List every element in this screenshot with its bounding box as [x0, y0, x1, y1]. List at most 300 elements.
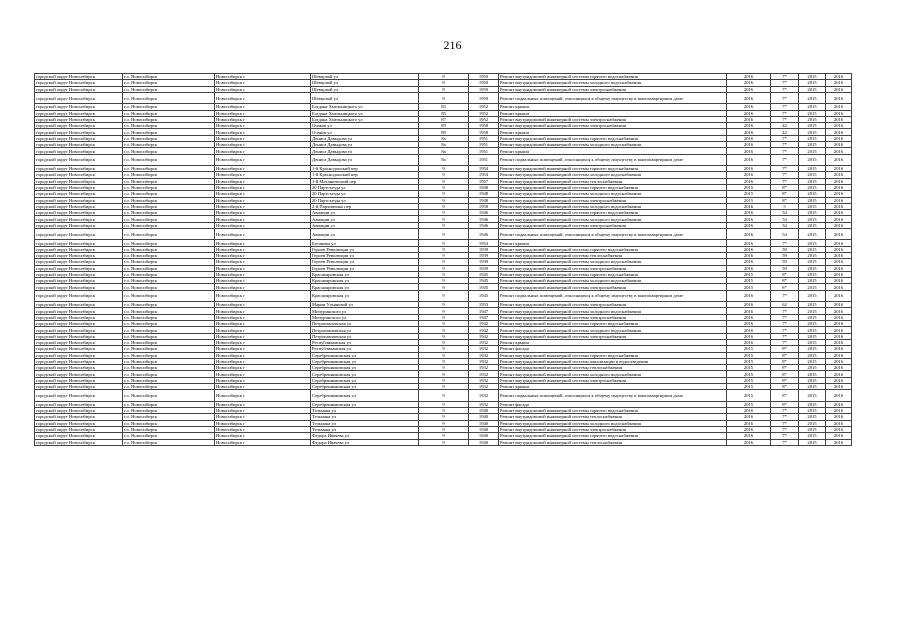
cell-municipality: городской округ Новосибирск: [35, 377, 123, 383]
cell-work-type: Ремонт внутридомовой инженерной системы электроснабжения: [499, 284, 727, 290]
cell-house: 9: [419, 216, 469, 222]
cell-work-type: Ремонт внутридомовой инженерной системы холодного водоснабжения: [499, 203, 727, 209]
cell-work-type: Ремонт внутридомовой инженерной системы электроснабжения: [499, 314, 727, 320]
cell-year-built: 1932: [469, 371, 499, 377]
cell-ref: 8*: [771, 377, 799, 383]
cell-city: Новосибирск г: [215, 222, 311, 228]
cell-settlement: г.о. Новосибирск: [123, 365, 215, 371]
cell-ref: 8*: [771, 197, 799, 203]
cell-plan-year: 2016: [727, 253, 771, 259]
cell-work-type: Ремонт внутридомовой инженерной системы теплоснабжения: [499, 439, 727, 445]
cell-municipality: городской округ Новосибирск: [35, 352, 123, 358]
cell-city: Новосибирск г: [215, 191, 311, 197]
cell-ref: 7*: [771, 240, 799, 246]
cell-start-year: 2015: [799, 191, 826, 197]
cell-plan-year: 2016: [727, 86, 771, 92]
cell-start-year: 2015: [799, 302, 826, 308]
cell-end-year: 2016: [826, 116, 852, 122]
cell-settlement: г.о. Новосибирск: [123, 135, 215, 141]
table-body: [35, 74, 852, 446]
cell-plan-year: 2016: [727, 129, 771, 135]
cell-year-built: 1950: [469, 86, 499, 92]
cell-work-type: Ремонт внутридомовой инженерной системы электроснабжения: [499, 222, 727, 228]
cell-city: Новосибирск г: [215, 401, 311, 407]
cell-street: Республиканская ул: [311, 346, 419, 352]
cell-end-year: 2016: [826, 271, 852, 277]
cell-municipality: городской округ Новосибирск: [35, 333, 123, 339]
cell-street: Мичуринского ул: [311, 314, 419, 320]
cell-ref: 8*: [771, 184, 799, 190]
cell-end-year: 2016: [826, 210, 852, 216]
cell-work-type: Ремонт внутридомовой инженерной системы электроснабжения: [499, 116, 727, 122]
cell-city: Новосибирск г: [215, 116, 311, 122]
cell-street: Краснояровская ул: [311, 284, 419, 290]
cell-municipality: городской округ Новосибирск: [35, 142, 123, 148]
cell-work-type: Ремонт фасада: [499, 401, 727, 407]
cell-end-year: 2016: [826, 371, 852, 377]
cell-year-built: 1932: [469, 339, 499, 345]
cell-ref: 42: [771, 123, 799, 129]
cell-end-year: 2016: [826, 222, 852, 228]
cell-end-year: 2016: [826, 148, 852, 154]
cell-street: Очаков ул: [311, 129, 419, 135]
cell-house: 9: [419, 308, 469, 314]
cell-settlement: г.о. Новосибирск: [123, 222, 215, 228]
cell-municipality: городской округ Новосибирск: [35, 123, 123, 129]
cell-municipality: городской округ Новосибирск: [35, 308, 123, 314]
cell-end-year: 2016: [826, 384, 852, 390]
cell-plan-year: 2016: [727, 302, 771, 308]
cell-settlement: г.о. Новосибирск: [123, 271, 215, 277]
cell-end-year: 2016: [826, 110, 852, 116]
cell-end-year: 2016: [826, 197, 852, 203]
cell-settlement: г.о. Новосибирск: [123, 408, 215, 414]
cell-work-type: Ремонт внутридомовой инженерной системы теплоснабжения: [499, 253, 727, 259]
cell-plan-year: 2016: [727, 290, 771, 301]
cell-start-year: 2015: [799, 142, 826, 148]
cell-city: Новосибирск г: [215, 210, 311, 216]
cell-work-type: Ремонт внутридомовой инженерной системы теплоснабжения: [499, 365, 727, 371]
cell-house: 8: [419, 74, 469, 80]
cell-street: Тельмана ул: [311, 408, 419, 414]
cell-end-year: 2016: [826, 321, 852, 327]
table-row: [35, 290, 852, 301]
cell-house: 9: [419, 191, 469, 197]
cell-work-type: Ремонт внутридомовой инженерной системы электроснабжения: [499, 123, 727, 129]
cell-year-built: 1940: [469, 426, 499, 432]
cell-ref: 7*: [771, 110, 799, 116]
cell-year-built: 1939: [469, 246, 499, 252]
cell-municipality: городской округ Новосибирск: [35, 129, 123, 135]
cell-municipality: городской округ Новосибирск: [35, 365, 123, 371]
cell-city: Новосибирск г: [215, 433, 311, 439]
cell-end-year: 2016: [826, 191, 852, 197]
cell-city: Новосибирск г: [215, 86, 311, 92]
cell-house: 9: [419, 246, 469, 252]
cell-house: 9: [419, 290, 469, 301]
cell-city: Новосибирск г: [215, 265, 311, 271]
cell-street: Авиации ул: [311, 222, 419, 228]
cell-year-built: 1958: [469, 203, 499, 209]
cell-city: Новосибирск г: [215, 271, 311, 277]
cell-settlement: г.о. Новосибирск: [123, 178, 215, 184]
cell-year-built: 1950: [469, 92, 499, 103]
cell-street: Авиации ул: [311, 216, 419, 222]
cell-start-year: 2015: [799, 86, 826, 92]
cell-house: 89: [419, 129, 469, 135]
cell-city: Новосибирск г: [215, 92, 311, 103]
cell-city: Новосибирск г: [215, 333, 311, 339]
cell-municipality: городской округ Новосибирск: [35, 191, 123, 197]
cell-city: Новосибирск г: [215, 246, 311, 252]
cell-city: Новосибирск г: [215, 80, 311, 86]
cell-ref: 7*: [771, 92, 799, 103]
cell-ref: 8*: [771, 191, 799, 197]
cell-house: 9: [419, 240, 469, 246]
cell-municipality: городской округ Новосибирск: [35, 203, 123, 209]
cell-work-type: Ремонт внутридомовой инженерной системы холодного водоснабжения: [499, 259, 727, 265]
cell-plan-year: 2016: [727, 433, 771, 439]
cell-work-type: Ремонт внутридомовой инженерной системы горячего водоснабжения: [499, 352, 727, 358]
cell-city: Новосибирск г: [215, 154, 311, 165]
cell-end-year: 2016: [826, 377, 852, 383]
cell-end-year: 2016: [826, 135, 852, 141]
cell-ref: 7*: [771, 142, 799, 148]
cell-ref: 8*: [771, 358, 799, 364]
cell-start-year: 2015: [799, 290, 826, 301]
cell-work-type: Ремонт внутридомовой инженерной системы горячего водоснабжения: [499, 210, 727, 216]
cell-plan-year: 2016: [727, 222, 771, 228]
cell-house: 9: [419, 210, 469, 216]
cell-year-built: 1945: [469, 271, 499, 277]
cell-street: Тельмана ул: [311, 426, 419, 432]
cell-plan-year: 2016: [727, 148, 771, 154]
cell-street: 2-й Пархоменко пер: [311, 203, 419, 209]
cell-year-built: 1932: [469, 384, 499, 390]
cell-end-year: 2016: [826, 327, 852, 333]
cell-year-built: 1954: [469, 172, 499, 178]
cell-ref: 7*: [771, 308, 799, 314]
cell-start-year: 2015: [799, 377, 826, 383]
cell-start-year: 2015: [799, 92, 826, 103]
cell-city: Новосибирск г: [215, 259, 311, 265]
cell-settlement: г.о. Новосибирск: [123, 358, 215, 364]
cell-start-year: 2015: [799, 110, 826, 116]
cell-start-year: 2015: [799, 74, 826, 80]
cell-city: Новосибирск г: [215, 166, 311, 172]
cell-house: 9: [419, 408, 469, 414]
cell-settlement: г.о. Новосибирск: [123, 74, 215, 80]
cell-house: 9: [419, 197, 469, 203]
cell-year-built: 1939: [469, 253, 499, 259]
cell-municipality: городской округ Новосибирск: [35, 210, 123, 216]
cell-ref: 59: [771, 246, 799, 252]
cell-plan-year: 2015: [727, 390, 771, 401]
cell-settlement: г.о. Новосибирск: [123, 302, 215, 308]
cell-plan-year: 2016: [727, 110, 771, 116]
cell-plan-year: 2015: [727, 358, 771, 364]
cell-start-year: 2015: [799, 314, 826, 320]
cell-year-built: 1946: [469, 222, 499, 228]
cell-municipality: городской округ Новосибирск: [35, 222, 123, 228]
cell-year-built: 1932: [469, 401, 499, 407]
cell-ref: 7*: [771, 333, 799, 339]
cell-settlement: г.о. Новосибирск: [123, 86, 215, 92]
cell-city: Новосибирск г: [215, 148, 311, 154]
cell-start-year: 2015: [799, 278, 826, 284]
cell-ref: 7*: [771, 426, 799, 432]
cell-municipality: городской округ Новосибирск: [35, 240, 123, 246]
cell-municipality: городской округ Новосибирск: [35, 80, 123, 86]
cell-street: Серебренниковская ул: [311, 384, 419, 390]
cell-work-type: Ремонт внутридомовой инженерной системы холодного водоснабжения: [499, 327, 727, 333]
cell-municipality: городской округ Новосибирск: [35, 420, 123, 426]
cell-plan-year: 2015: [727, 184, 771, 190]
cell-plan-year: 2016: [727, 203, 771, 209]
cell-street: Авиации ул: [311, 229, 419, 240]
cell-house: 87: [419, 116, 469, 122]
cell-year-built: 1954: [469, 240, 499, 246]
cell-house: 89: [419, 123, 469, 129]
repair-program-table: [34, 73, 852, 446]
cell-ref: 7*: [771, 414, 799, 420]
cell-ref: 8*: [771, 271, 799, 277]
cell-end-year: 2016: [826, 203, 852, 209]
cell-start-year: 2015: [799, 135, 826, 141]
cell-street: 1-й Краснодонский пер: [311, 166, 419, 172]
cell-work-type: Ремонт фасада: [499, 346, 727, 352]
cell-work-type: Ремонт внутридомовой инженерной системы холодного водоснабжения: [499, 308, 727, 314]
cell-ref: 8*: [771, 371, 799, 377]
cell-house: 9: [419, 414, 469, 420]
cell-city: Новосибирск г: [215, 203, 311, 209]
cell-work-type: Ремонт подвальных помещений, относящихся к общему имуществу в многоквартирном доме: [499, 154, 727, 165]
cell-city: Новосибирск г: [215, 339, 311, 345]
cell-municipality: городской округ Новосибирск: [35, 358, 123, 364]
cell-settlement: г.о. Новосибирск: [123, 148, 215, 154]
cell-municipality: городской округ Новосибирск: [35, 284, 123, 290]
cell-house: 9: [419, 384, 469, 390]
cell-settlement: г.о. Новосибирск: [123, 154, 215, 165]
cell-start-year: 2015: [799, 408, 826, 414]
cell-plan-year: 2015: [727, 384, 771, 390]
cell-start-year: 2015: [799, 327, 826, 333]
cell-year-built: 1940: [469, 439, 499, 445]
cell-end-year: 2016: [826, 259, 852, 265]
cell-street: 20 Партсъезда ул: [311, 197, 419, 203]
cell-street: Федора Ивачева ул: [311, 439, 419, 445]
cell-start-year: 2015: [799, 154, 826, 165]
cell-house: 9: [419, 365, 469, 371]
cell-city: Новосибирск г: [215, 414, 311, 420]
cell-house: 9: [419, 327, 469, 333]
cell-end-year: 2016: [826, 240, 852, 246]
cell-start-year: 2015: [799, 390, 826, 401]
cell-settlement: г.о. Новосибирск: [123, 92, 215, 103]
cell-work-type: Ремонт внутридомовой инженерной системы электроснабжения: [499, 333, 727, 339]
cell-settlement: г.о. Новосибирск: [123, 433, 215, 439]
cell-city: Новосибирск г: [215, 284, 311, 290]
cell-end-year: 2016: [826, 302, 852, 308]
cell-plan-year: 2016: [727, 339, 771, 345]
cell-ref: 8*: [771, 278, 799, 284]
cell-settlement: г.о. Новосибирск: [123, 259, 215, 265]
cell-settlement: г.о. Новосибирск: [123, 339, 215, 345]
cell-plan-year: 2016: [727, 135, 771, 141]
cell-plan-year: 2016: [727, 333, 771, 339]
cell-ref: 7*: [771, 135, 799, 141]
cell-municipality: городской округ Новосибирск: [35, 346, 123, 352]
cell-settlement: г.о. Новосибирск: [123, 308, 215, 314]
cell-municipality: городской округ Новосибирск: [35, 110, 123, 116]
cell-end-year: 2016: [826, 290, 852, 301]
cell-plan-year: 2016: [727, 172, 771, 178]
cell-work-type: Ремонт внутридомовой инженерной системы теплоснабжения: [499, 178, 727, 184]
cell-municipality: городской округ Новосибирск: [35, 135, 123, 141]
cell-street: Федора Ивачева ул: [311, 433, 419, 439]
cell-start-year: 2015: [799, 321, 826, 327]
cell-house: 9: [419, 172, 469, 178]
cell-street: Серебренниковская ул: [311, 390, 419, 401]
cell-house: 8: [419, 92, 469, 103]
cell-plan-year: 2016: [727, 154, 771, 165]
cell-end-year: 2016: [826, 346, 852, 352]
cell-ref: 7*: [771, 314, 799, 320]
cell-year-built: 1948: [469, 191, 499, 197]
cell-street: Петропавловская ул: [311, 327, 419, 333]
cell-house: 9: [419, 203, 469, 209]
cell-plan-year: 2016: [727, 327, 771, 333]
cell-house: 9: [419, 420, 469, 426]
cell-city: Новосибирск г: [215, 408, 311, 414]
cell-city: Новосибирск г: [215, 439, 311, 445]
cell-end-year: 2016: [826, 123, 852, 129]
cell-municipality: городской округ Новосибирск: [35, 253, 123, 259]
cell-work-type: Ремонт подвальных помещений, относящихся к общему имуществу в многоквартирном доме: [499, 290, 727, 301]
cell-street: Серебренниковская ул: [311, 377, 419, 383]
cell-start-year: 2015: [799, 346, 826, 352]
cell-ref: 7*: [771, 154, 799, 165]
cell-plan-year: 2016: [727, 420, 771, 426]
cell-ref: 7*: [771, 327, 799, 333]
cell-ref: 7*: [771, 321, 799, 327]
cell-plan-year: 2015: [727, 346, 771, 352]
cell-start-year: 2015: [799, 426, 826, 432]
cell-plan-year: 2016: [727, 80, 771, 86]
cell-street: Республиканская ул: [311, 339, 419, 345]
cell-work-type: Ремонт внутридомовой инженерной системы электроснабжения: [499, 86, 727, 92]
cell-start-year: 2015: [799, 420, 826, 426]
cell-settlement: г.о. Новосибирск: [123, 371, 215, 377]
cell-municipality: городской округ Новосибирск: [35, 154, 123, 165]
cell-city: Новосибирск г: [215, 426, 311, 432]
cell-work-type: Ремонт крыши: [499, 384, 727, 390]
cell-house: 8а: [419, 135, 469, 141]
cell-year-built: 1946: [469, 229, 499, 240]
cell-work-type: Ремонт внутридомовой инженерной системы электроснабжения: [499, 426, 727, 432]
table-row: [35, 92, 852, 103]
cell-plan-year: 2016: [727, 414, 771, 420]
cell-street: Краснояровская ул: [311, 278, 419, 284]
cell-street: Серебренниковская ул: [311, 401, 419, 407]
cell-street: 20 Партсъезда ул: [311, 191, 419, 197]
cell-plan-year: 2015: [727, 271, 771, 277]
table-row: [35, 439, 852, 445]
repair-program-table-wrap: [34, 73, 851, 446]
cell-ref: 42: [771, 129, 799, 135]
cell-year-built: 1951: [469, 148, 499, 154]
cell-house: 9: [419, 339, 469, 345]
cell-start-year: 2015: [799, 240, 826, 246]
cell-municipality: городской округ Новосибирск: [35, 172, 123, 178]
cell-settlement: г.о. Новосибирск: [123, 265, 215, 271]
cell-work-type: Ремонт внутридомовой инженерной системы горячего водоснабжения: [499, 135, 727, 141]
table-row: [35, 390, 852, 401]
cell-work-type: Ремонт внутридомовой инженерной системы горячего водоснабжения: [499, 166, 727, 172]
cell-ref: 8*: [771, 346, 799, 352]
cell-settlement: г.о. Новосибирск: [123, 420, 215, 426]
cell-start-year: 2015: [799, 184, 826, 190]
cell-work-type: Ремонт крыши: [499, 148, 727, 154]
cell-year-built: 1958: [469, 129, 499, 135]
cell-street: Героев Революции ул: [311, 246, 419, 252]
table-row: [35, 229, 852, 240]
cell-settlement: г.о. Новосибирск: [123, 116, 215, 122]
cell-work-type: Ремонт внутридомовой инженерной системы холодного водоснабжения: [499, 172, 727, 178]
cell-city: Новосибирск г: [215, 172, 311, 178]
cell-end-year: 2016: [826, 229, 852, 240]
cell-start-year: 2015: [799, 265, 826, 271]
cell-ref: 62: [771, 302, 799, 308]
cell-settlement: г.о. Новосибирск: [123, 123, 215, 129]
cell-work-type: Ремонт крыши: [499, 240, 727, 246]
cell-year-built: 1932: [469, 390, 499, 401]
cell-year-built: 1945: [469, 290, 499, 301]
cell-work-type: Ремонт внутридомовой инженерной системы горячего водоснабжения: [499, 271, 727, 277]
cell-plan-year: 2016: [727, 92, 771, 103]
cell-city: Новосибирск г: [215, 240, 311, 246]
cell-start-year: 2015: [799, 222, 826, 228]
cell-street: Серебренниковская ул: [311, 365, 419, 371]
cell-street: Шевцовой ул: [311, 74, 419, 80]
cell-city: Новосибирск г: [215, 110, 311, 116]
cell-end-year: 2016: [826, 439, 852, 445]
cell-municipality: городской округ Новосибирск: [35, 184, 123, 190]
cell-street: 20 Партсъезда ул: [311, 184, 419, 190]
cell-street: Богдана Хмельницкого ул: [311, 110, 419, 116]
cell-plan-year: 2016: [727, 229, 771, 240]
cell-street: Шевцовой ул: [311, 86, 419, 92]
cell-start-year: 2015: [799, 358, 826, 364]
cell-ref: 7*: [771, 178, 799, 184]
cell-settlement: г.о. Новосибирск: [123, 377, 215, 383]
cell-end-year: 2016: [826, 74, 852, 80]
cell-end-year: 2016: [826, 184, 852, 190]
cell-settlement: г.о. Новосибирск: [123, 333, 215, 339]
cell-plan-year: 2016: [727, 246, 771, 252]
cell-start-year: 2015: [799, 308, 826, 314]
cell-municipality: городской округ Новосибирск: [35, 314, 123, 320]
cell-ref: 54: [771, 222, 799, 228]
cell-house: 9: [419, 346, 469, 352]
cell-end-year: 2016: [826, 246, 852, 252]
cell-municipality: городской округ Новосибирск: [35, 426, 123, 432]
cell-end-year: 2016: [826, 365, 852, 371]
cell-ref: 8*: [771, 384, 799, 390]
cell-settlement: г.о. Новосибирск: [123, 352, 215, 358]
cell-plan-year: 2016: [727, 426, 771, 432]
cell-end-year: 2016: [826, 142, 852, 148]
